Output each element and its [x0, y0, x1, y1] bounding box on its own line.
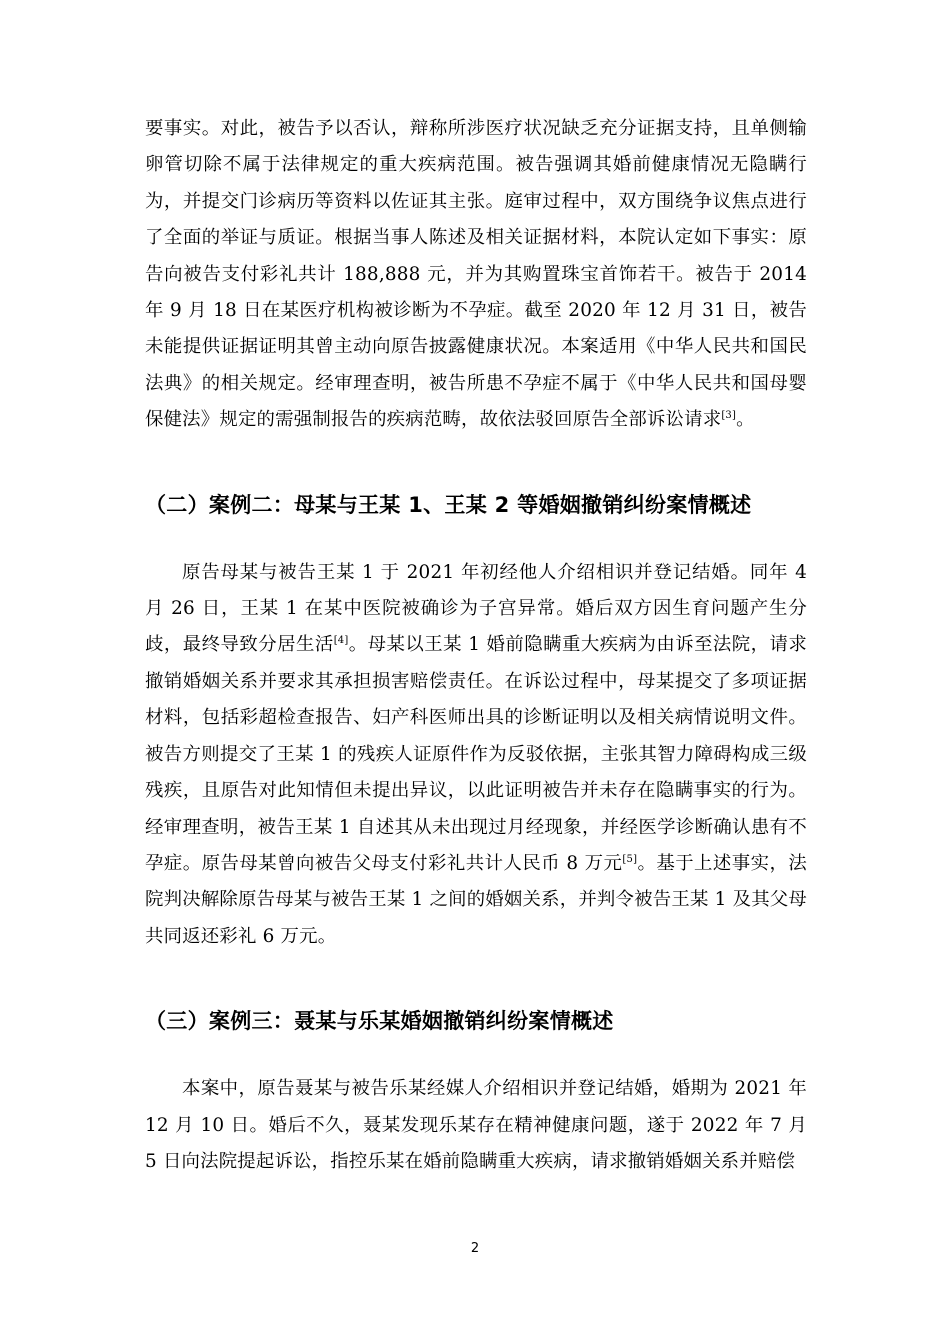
- paragraph-tail: 。: [736, 409, 755, 431]
- paragraph-text: 本案中，原告聂某与被告乐某经媒人介绍相识并登记结婚，婚期为 2021 年 12 月 10 日。婚后不久，聂某发现乐某存在精神健康问题，遂于 2022 年 7 月 5 日向法院提起诉讼，指控乐某在婚前隐瞒重大疾病，请求撤销婚姻关系并赔偿: [145, 1078, 807, 1172]
- paragraph-text-part3: 。基于上述事实，法院判决解除原告母某与被告王某 1 之间的婚姻关系，并判令被告王某 1 及其父母共同返还彩礼 6 万元。: [145, 852, 807, 947]
- paragraph-text: 要事实。对此，被告予以否认，辩称所涉医疗状况缺乏充分证据支持，且单侧输卵管切除不属于法律规定的重大疾病范围。被告强调其婚前健康情况无隐瞒行为，并提交门诊病历等资料以佐证其主张。庭审过程中，双方围绕争议焦点进行了全面的举证与质证。根据当事人陈述及相关证据材料，本院认定如下事实：原告向被告支付彩礼共计 188,888 元，并为其购置珠宝首饰若干。被告于 2014 年 9 月 18 日在某医疗机构被诊断为不孕症。截至 2020 年 12 月 31 日，被告未能提供证据证明其曾主动向原告披露健康状况。本案适用《中华人民共和国民法典》的相关规定。经审理查明，被告所患不孕症不属于《中华人民共和国母婴保健法》规定的需强制报告的疾病范畴，故依法驳回原告全部诉讼请求: [145, 118, 807, 431]
- citation-ref-5: [5]: [622, 853, 638, 865]
- document-body: [145, 111, 807, 1180]
- paragraph-text-part2: 。母某以王某 1 婚前隐瞒重大疾病为由诉至法院，请求撤销婚姻关系并要求其承担损害赔偿责任。在诉讼过程中，母某提交了多项证据材料，包括彩超检查报告、妇产科医师出具的诊断证明以及相关病情说明文件。被告方则提交了王某 1 的残疾人证原件作为反驳依据，主张其智力障碍构成三级残疾，且原告对此知情但未提出异议，以此证明被告并未存在隐瞒事实的行为。经审理查明，被告王某 1 自述其从未出现过月经现象，并经医学诊断确认患有不孕症。原告母某曾向被告父母支付彩礼共计人民币 8 万元: [145, 634, 807, 874]
- citation-ref-3: [3]: [721, 410, 737, 422]
- paragraph-case2: [145, 555, 807, 955]
- section-heading-case2: （二）案例二：母某与王某 1、王某 2 等婚姻撤销纠纷案情概述: [145, 492, 752, 517]
- paragraph-case3: [145, 1071, 807, 1180]
- section-heading-case3: （三）案例三：聂某与乐某婚姻撤销纠纷案情概述: [145, 1009, 614, 1034]
- paragraph-text-part1: 原告母某与被告王某 1 于 2021 年初经他人介绍相识并登记结婚。同年 4 月 26 日，王某 1 在某中医院被确诊为子宫异常。婚后双方因生育问题产生分歧，最终导致分居生活: [145, 561, 807, 656]
- page-number: 2: [470, 1241, 480, 1256]
- citation-ref-4: [4]: [333, 635, 349, 647]
- paragraph-case1-continuation: [145, 111, 807, 439]
